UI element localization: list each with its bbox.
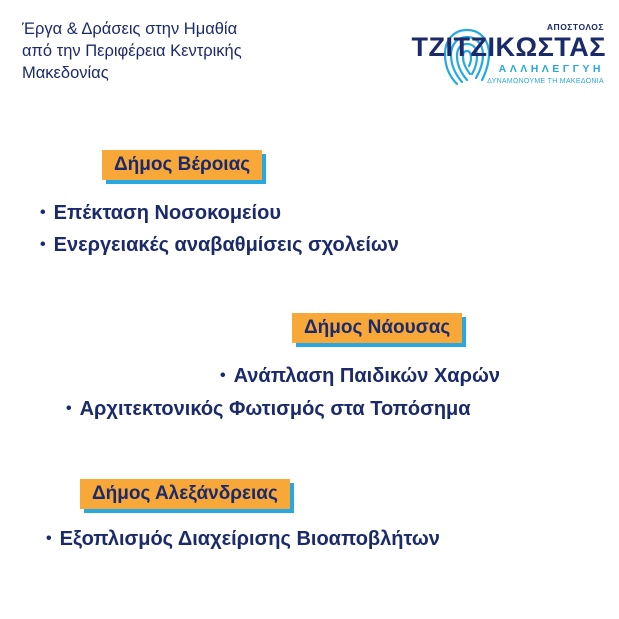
header-title (22, 18, 242, 84)
bullet-icon: • (40, 204, 46, 221)
logo-tagline: ΔΥΝΑΜΩΝΟΥΜΕ ΤΗ ΜΑΚΕΔΟΝΙΑ (487, 78, 604, 85)
list-item-text: Ανάπλαση Παιδικών Χαρών (233, 365, 500, 387)
list-item (40, 202, 281, 225)
bullet-icon: • (66, 400, 72, 417)
header-line-2: από την Περιφέρεια Κεντρικής (22, 42, 242, 60)
list-item-text: Ενεργειακές αναβαθμίσεις σχολείων (53, 234, 399, 256)
list-item (66, 398, 471, 421)
logo-subtitle: ΑΛΛΗΛΕΓΓΥΗ (498, 63, 604, 75)
list-item (46, 528, 440, 551)
header-line-3: Μακεδονίας (22, 64, 109, 82)
bullet-icon: • (46, 530, 52, 547)
list-item-text: Εξοπλισμός Διαχείρισης Βιοαποβλήτων (59, 528, 440, 550)
section-title-alexandreia: Δήμος Αλεξάνδρειας (80, 479, 290, 509)
section-title-naousa: Δήμος Νάουσας (292, 313, 462, 343)
campaign-logo (411, 22, 618, 102)
header-line-1: Έργα & Δράσεις στην Ημαθία (22, 20, 238, 38)
bullet-icon: • (220, 367, 226, 384)
list-item (220, 365, 500, 388)
logo-surname: ΤΖΙΤΖΙΚΩΣΤΑΣ (411, 32, 606, 62)
section-title-veria: Δήμος Βέροιας (102, 150, 262, 180)
bullet-icon: • (40, 236, 46, 253)
list-item-text: Επέκταση Νοσοκομείου (53, 202, 281, 224)
logo-first-name: ΑΠΟΣΤΟΛΟΣ (546, 22, 604, 32)
list-item (40, 234, 399, 257)
list-item-text: Αρχιτεκτονικός Φωτισμός στα Τοπόσημα (79, 398, 471, 420)
